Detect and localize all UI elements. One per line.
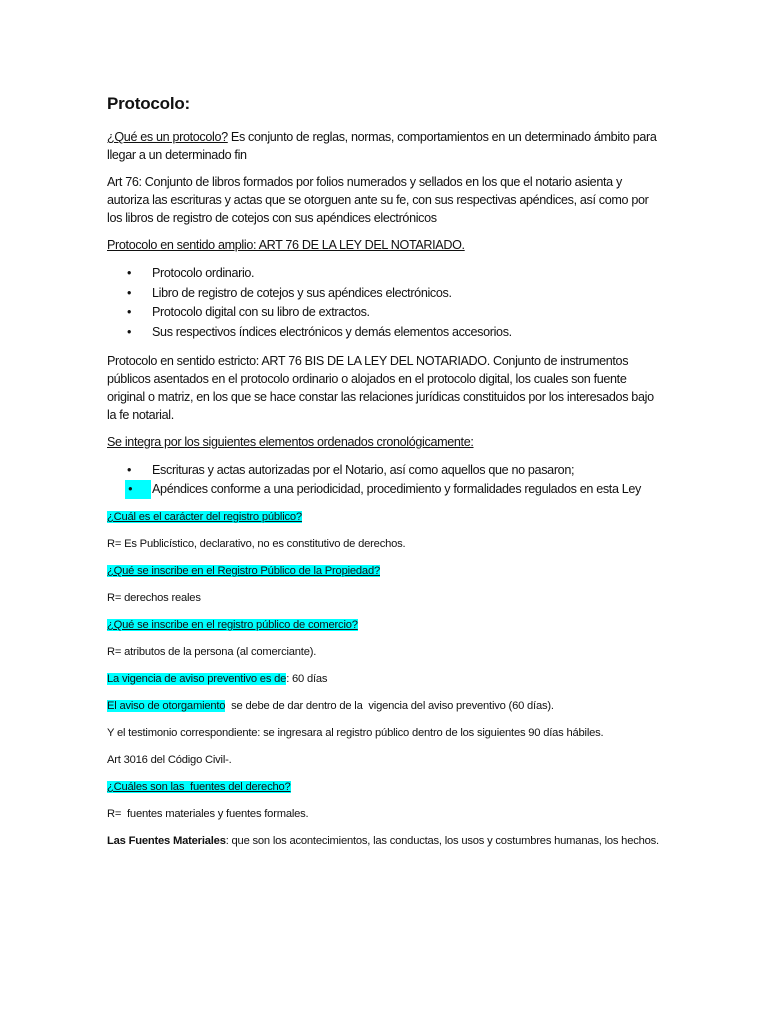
aviso-paragraph: El aviso de otorgamiento se debe de dar dentro de la vigencia del aviso preventivo (60 días). <box>107 700 554 712</box>
bullet-icon: • <box>127 266 132 280</box>
fuentes-paragraph: Las Fuentes Materiales: que son los acontecimientos, las conductas, los usos y costumbres humanas, los hechos. <box>107 835 659 847</box>
a3-answer: R= atributos de la persona (al comerciante). <box>107 646 317 658</box>
a1-answer: R= Es Publicístico, declarativo, no es constitutivo de derechos. <box>107 538 406 550</box>
q3-question: ¿Qué se inscribe en el registro público de comercio? <box>107 619 358 631</box>
q3-paragraph <box>107 617 663 633</box>
intro-question: ¿Qué es un protocolo? <box>107 130 228 144</box>
q2-question: ¿Qué se inscribe en el Registro Público de la Propiedad? <box>107 565 380 577</box>
a4-answer: R= fuentes materiales y fuentes formales. <box>107 808 309 820</box>
q1-paragraph <box>107 509 663 525</box>
amplio-heading: Protocolo en sentido amplio: ART 76 DE LA LEY DEL NOTARIADO. <box>107 238 465 252</box>
q2-paragraph <box>107 563 663 579</box>
list-item: • Apéndices conforme a una periodicidad, procedimiento y formalidades regulados en esta Ley <box>107 480 663 499</box>
document-title: Protocolo: <box>107 94 190 113</box>
document-page <box>107 92 663 850</box>
list-item: • Protocolo digital con su libro de extractos. <box>107 303 663 323</box>
art76-paragraph: Art 76: Conjunto de libros formados por folios numerados y sellados en los que el notario asienta y autoriza las escrituras y actas que se otorguen ante su fe, con sus respectivas apéndices, así como por los libros de registro de cotejos con sus apéndices electrónicos <box>107 175 649 225</box>
testimonio-paragraph: Y el testimonio correspondiente: se ingresara al registro público dentro de los siguientes 90 días hábiles. <box>107 727 604 739</box>
aviso-highlight: El aviso de otorgamiento <box>107 700 226 712</box>
q4-paragraph <box>107 779 663 795</box>
bullet-icon: • <box>125 480 151 499</box>
list-item: • Protocolo ordinario. <box>107 264 663 284</box>
bullet-icon: • <box>127 285 132 300</box>
integra-list <box>107 461 663 499</box>
amplio-list <box>107 264 663 342</box>
bullet-icon: • <box>127 324 132 339</box>
intro-answer: Es conjunto de reglas, normas, comportamientos en un determinado ámbito para llegar a un determinado fin <box>107 130 657 162</box>
list-item: • Sus respectivos índices electrónicos y demás elementos accesorios. <box>107 323 663 343</box>
integra-heading: Se integra por los siguientes elementos ordenados cronológicamente: <box>107 435 474 449</box>
art3016-paragraph: Art 3016 del Código Civil-. <box>107 754 232 766</box>
vigencia-paragraph: La vigencia de aviso preventivo es de: 60 días <box>107 673 328 685</box>
vigencia-highlight: La vigencia de aviso preventivo es de <box>107 673 287 685</box>
q1-question: ¿Cuál es el carácter del registro público? <box>107 511 302 523</box>
q4-question: ¿Cuáles son las fuentes del derecho? <box>107 781 291 793</box>
a2-answer: R= derechos reales <box>107 592 201 604</box>
list-item: • Escrituras y actas autorizadas por el Notario, así como aquellos que no pasaron; <box>107 461 663 480</box>
intro-paragraph <box>107 128 663 164</box>
list-item: • Libro de registro de cotejos y sus apéndices electrónicos. <box>107 284 663 304</box>
bullet-icon: • <box>127 305 132 319</box>
bullet-icon: • <box>127 463 132 477</box>
estricto-paragraph: Protocolo en sentido estricto: ART 76 BIS DE LA LEY DEL NOTARIADO. Conjunto de instrumentos públicos asentados en el protocolo ordinario o alojados en el protocolo digital, los cuales son fuente original o matriz, en los que se hace constar las relaciones jurídicas constituidos por los interesados bajo la fe notarial. <box>107 354 654 422</box>
fuentes-label: Las Fuentes Materiales <box>107 835 226 847</box>
